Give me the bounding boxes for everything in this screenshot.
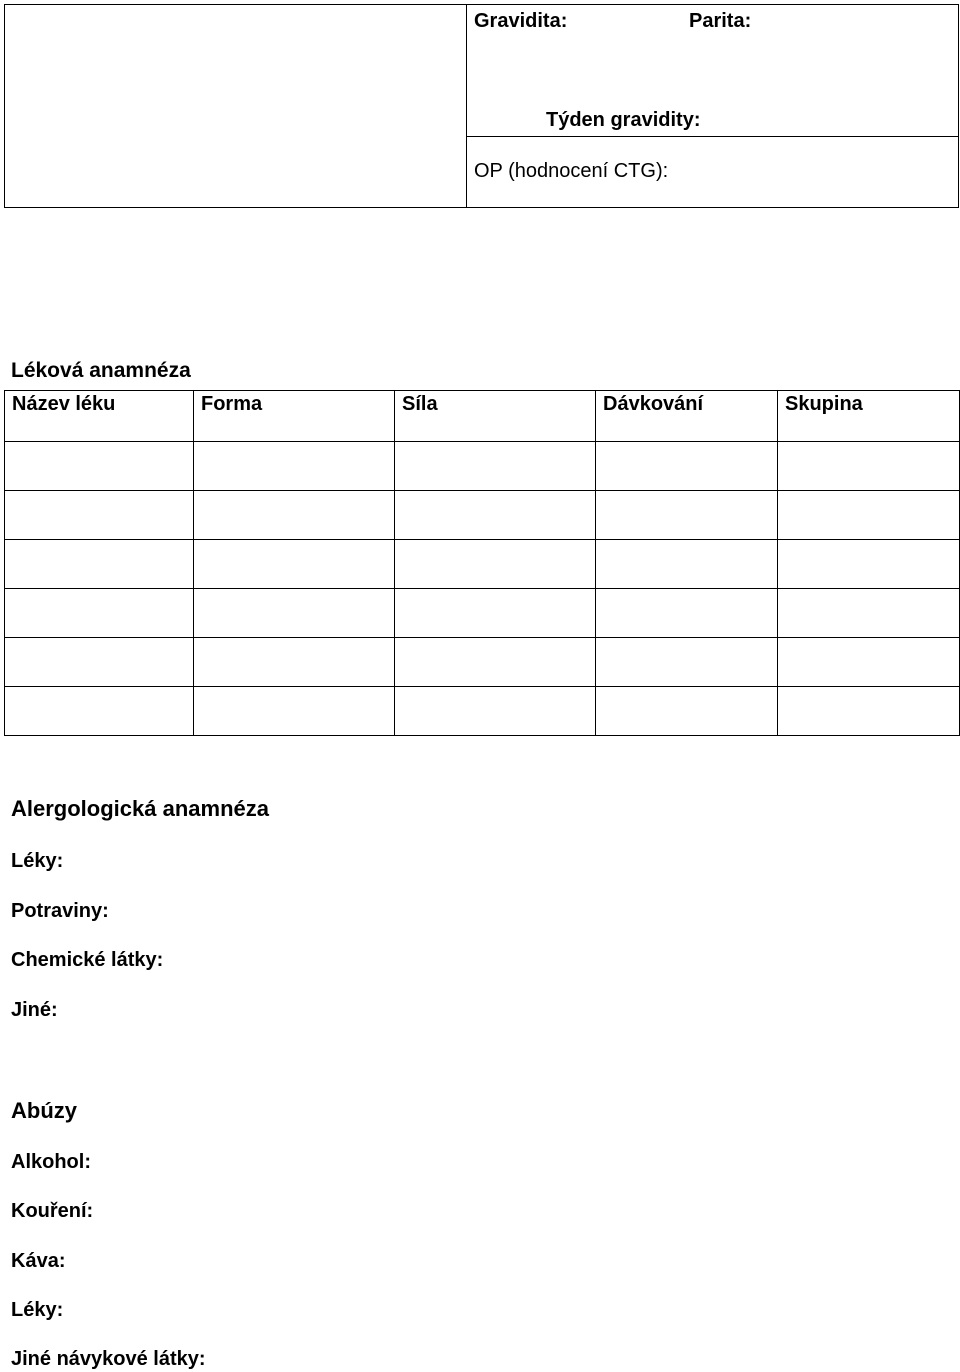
table-cell[interactable] [778, 589, 960, 638]
table-cell[interactable] [778, 491, 960, 540]
table-cell[interactable] [5, 687, 194, 736]
table-cell[interactable] [596, 589, 778, 638]
table-cell[interactable] [596, 540, 778, 589]
table-row [5, 589, 960, 638]
table-cell[interactable] [596, 687, 778, 736]
allergy-item-chemicals: Chemické látky: [11, 949, 164, 971]
allergy-item-food: Potraviny: [11, 900, 109, 922]
allergy-title: Alergologická anamnéza [11, 796, 269, 821]
table-cell[interactable] [5, 638, 194, 687]
gravidita-label: Gravidita: [474, 10, 568, 32]
table-cell[interactable] [596, 442, 778, 491]
table-cell[interactable] [778, 638, 960, 687]
medication-header-row [5, 391, 960, 442]
table-cell[interactable] [194, 540, 395, 589]
abuse-item-smoking: Kouření: [11, 1200, 94, 1222]
parita-label: Parita: [689, 10, 752, 32]
table-cell[interactable] [194, 442, 395, 491]
pregnancy-box-divider [466, 4, 467, 208]
allergy-item-other: Jiné: [11, 999, 58, 1021]
table-cell[interactable] [395, 589, 596, 638]
abuse-title: Abúzy [11, 1098, 77, 1123]
table-cell[interactable] [596, 638, 778, 687]
tyden-gravidity-label: Týden gravidity: [546, 109, 701, 131]
table-cell[interactable] [395, 638, 596, 687]
column-header-strength: Síla [395, 391, 596, 442]
op-ctg-label: OP (hodnocení CTG): [474, 160, 669, 182]
table-cell[interactable] [5, 442, 194, 491]
abuse-item-coffee: Káva: [11, 1250, 66, 1272]
table-row [5, 638, 960, 687]
pregnancy-box-hline [466, 136, 959, 137]
column-header-group: Skupina [778, 391, 960, 442]
table-row [5, 540, 960, 589]
table-cell[interactable] [194, 687, 395, 736]
abuse-item-other-substances: Jiné návykové látky: [11, 1348, 206, 1370]
column-header-dosage: Dávkování [596, 391, 778, 442]
table-cell[interactable] [395, 491, 596, 540]
allergy-item-drugs: Léky: [11, 850, 64, 872]
abuse-item-drugs: Léky: [11, 1299, 64, 1321]
table-cell[interactable] [194, 589, 395, 638]
medication-table [4, 390, 960, 736]
abuse-item-alcohol: Alkohol: [11, 1151, 91, 1173]
table-cell[interactable] [395, 687, 596, 736]
table-cell[interactable] [5, 589, 194, 638]
table-cell[interactable] [194, 491, 395, 540]
table-row [5, 687, 960, 736]
table-cell[interactable] [194, 638, 395, 687]
table-cell[interactable] [596, 491, 778, 540]
column-header-name: Název léku [5, 391, 194, 442]
table-cell[interactable] [395, 442, 596, 491]
column-header-form: Forma [194, 391, 395, 442]
table-row [5, 442, 960, 491]
table-cell[interactable] [778, 687, 960, 736]
table-cell[interactable] [778, 442, 960, 491]
medication-title: Léková anamnéza [11, 359, 191, 382]
table-row [5, 491, 960, 540]
table-cell[interactable] [395, 540, 596, 589]
table-cell[interactable] [778, 540, 960, 589]
table-cell[interactable] [5, 540, 194, 589]
table-cell[interactable] [5, 491, 194, 540]
